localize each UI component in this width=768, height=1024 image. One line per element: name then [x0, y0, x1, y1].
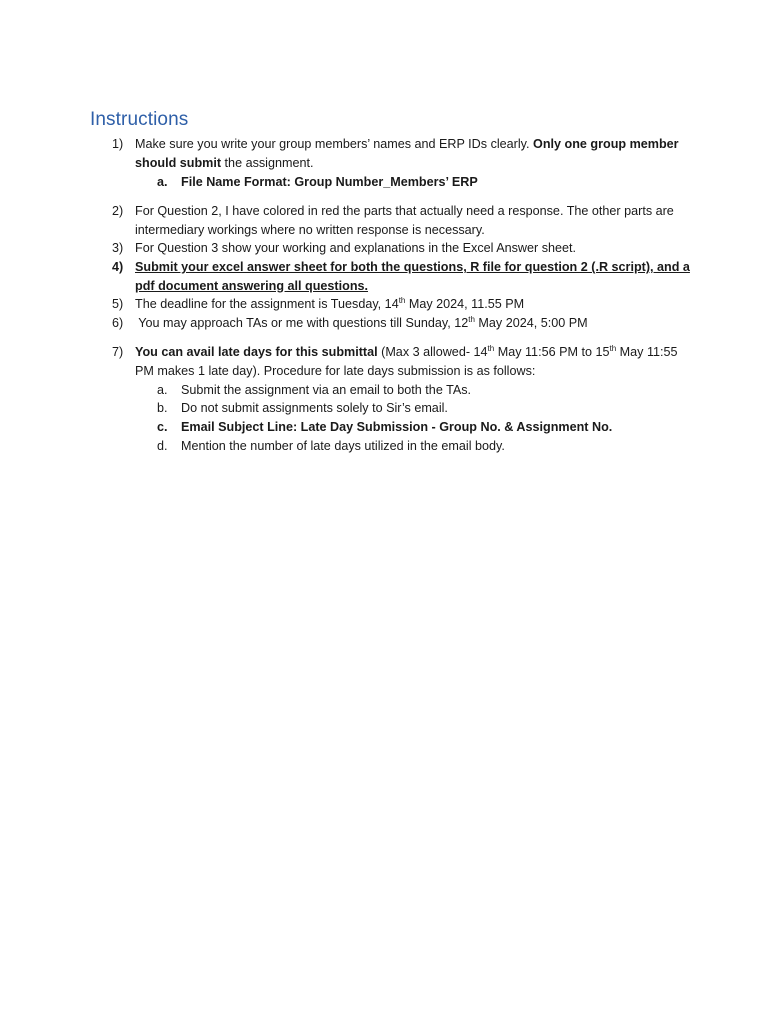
text-part: You may approach TAs or me with questions till Sunday, 12	[135, 316, 469, 330]
list-item-6	[112, 314, 692, 333]
list-text	[135, 135, 692, 172]
list-number: 7)	[112, 345, 124, 359]
list-text: For Question 2, I have colored in red the parts that actually need a response. The other parts are intermediary workings where no written response is necessary.	[135, 204, 674, 237]
list-text: Submit your excel answer sheet for both the questions, R file for question 2 (.R script), and a pdf document answering all questions.	[135, 260, 690, 293]
text-part: May 2024, 11.55 PM	[405, 297, 525, 311]
text-part: The deadline for the assignment is Tuesday, 14	[135, 297, 399, 311]
text-part: May 11:55 PM makes 1 late day). Procedure for late days submission is as follows:	[135, 345, 678, 378]
sub-text: Do not submit assignments solely to Sir’s email.	[181, 401, 448, 415]
list-number: 2)	[112, 204, 124, 218]
sub-letter: b.	[157, 401, 168, 415]
list-item-2	[112, 202, 692, 239]
list-number: 5)	[112, 297, 124, 311]
list-number: 4)	[112, 260, 124, 274]
sub-text: Email Subject Line: Late Day Submission - Group No. & Assignment No.	[181, 420, 613, 434]
sub-letter: a.	[157, 175, 168, 189]
sub-item-7c	[157, 418, 697, 437]
sub-item-7b	[157, 399, 697, 418]
text-part: (Max 3 allowed- 14	[377, 345, 488, 359]
bold-text: You can avail late days for this submittal	[135, 345, 378, 359]
list-number: 3)	[112, 241, 124, 255]
sub-text: Mention the number of late days utilized in the email body.	[181, 439, 505, 453]
sub-letter: d.	[157, 439, 168, 453]
list-item-1	[112, 135, 692, 172]
list-item-5	[112, 295, 692, 314]
superscript: th	[487, 343, 495, 353]
sub-letter: a.	[157, 383, 168, 397]
bold-text: Only one group member should submit	[135, 137, 679, 170]
sub-item-7a	[157, 381, 697, 400]
list-number: 6)	[112, 316, 124, 330]
sub-letter: c.	[157, 420, 168, 434]
sub-text: File Name Format: Group Number_Members’ ERP	[181, 175, 478, 189]
list-text	[135, 314, 692, 333]
list-item-3	[112, 239, 692, 258]
superscript: th	[609, 343, 617, 353]
list-number: 1)	[112, 137, 124, 151]
section-heading: Instructions	[90, 109, 189, 130]
list-item-7	[112, 343, 692, 380]
list-text: For Question 3 show your working and explanations in the Excel Answer sheet.	[135, 241, 577, 255]
text-part: Make sure you write your group members’ names and ERP IDs clearly.	[135, 137, 534, 151]
text-part: May 11:56 PM to 15	[494, 345, 610, 359]
text-part: May 2024, 5:00 PM	[474, 316, 588, 330]
text-part: the assignment.	[221, 155, 314, 170]
list-item-4	[112, 258, 692, 295]
superscript: th	[398, 295, 406, 305]
sub-item-1a	[157, 173, 697, 192]
list-text	[135, 295, 692, 314]
list-text	[135, 343, 692, 380]
sub-text: Submit the assignment via an email to both the TAs.	[181, 383, 472, 397]
superscript: th	[468, 314, 475, 324]
sub-item-7d	[157, 437, 697, 456]
